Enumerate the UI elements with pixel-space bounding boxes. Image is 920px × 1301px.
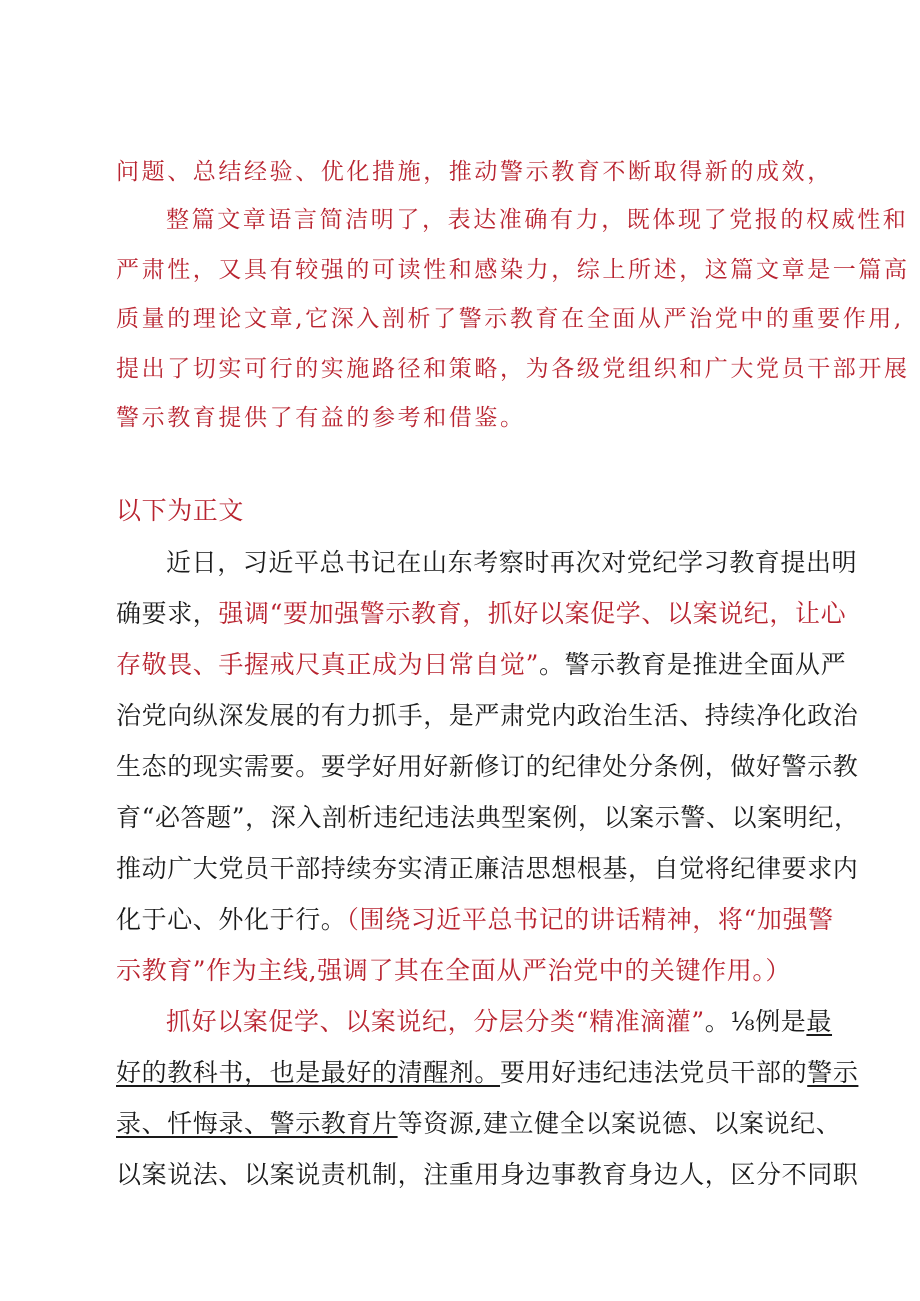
paragraph-1-line-2 (0, 600, 920, 628)
paragraph-1-line-4: 治党向纵深发展的有力抓手，是严肃党内政治生活、持续净化政治 (116, 701, 859, 730)
paragraph-1-line-1: 近日，习近平总书记在山东考察时再次对党纪学习教育提出明 (166, 548, 858, 577)
paragraph-1-line-5: 生态的现实需要。要学好用好新修订的纪律处分条例，做好警示教 (116, 752, 859, 781)
text-segment: 等资源,建立健全以案说德、以案说纪、 (397, 1109, 842, 1138)
underlined-segment: 录、忏悔录、警示教育片 (116, 1109, 398, 1138)
text-segment: 。⅛例是 (704, 1007, 807, 1036)
commentary-line-4: 质量的理论文章,它深入剖析了警示教育在全面从严治党中的重要作用, (116, 306, 904, 332)
paragraph-1-line-8 (0, 906, 920, 934)
paragraph-1-line-3 (0, 651, 920, 679)
commentary-line-2: 整篇文章语言简洁明了，表达准确有力，既体现了党报的权威性和 (166, 207, 909, 233)
commentary-line-6: 警示教育提供了有益的参考和借鉴。 (116, 405, 526, 431)
text-segment: 要用好违纪违法党员干部的 (500, 1058, 808, 1087)
underlined-segment: 好的教科书，也是最好的清醒剂。 (116, 1058, 501, 1087)
paragraph-1-line-9: 示教育”作为主线,强调了其在全面从严治党中的关键作用。） (116, 956, 792, 985)
paragraph-2-line-4: 以案说法、以案说责机制，注重用身边事教育身边人，区分不同职 (116, 1160, 859, 1189)
commentary-line-1: 问题、总结经验、优化措施，推动警示教育不断取得新的成效， (116, 159, 833, 185)
commentary-line-3: 严肃性，又具有较强的可读性和感染力，综上所述，这篇文章是一篇高 (116, 257, 910, 283)
paragraph-2-line-1 (0, 1008, 920, 1036)
annotation-segment: （围绕习近平总书记的讲话精神，将“加强警 (346, 905, 834, 934)
commentary-line-5: 提出了切实可行的实施路径和策略，为各级党组织和广大党员干部开展 (116, 356, 910, 382)
paragraph-2-line-2 (0, 1059, 920, 1087)
section-heading: 以下为正文 (116, 496, 245, 525)
paragraph-1-line-7: 推动广大党员干部持续夯实清正廉洁思想根基，自觉将纪律要求内 (116, 854, 859, 883)
paragraph-2-line-3 (0, 1110, 920, 1138)
quote-segment: 存敬畏、手握戒尺真正成为日常自觉” (116, 650, 539, 679)
subheading-segment: 抓好以案促学、以案说纪，分层分类“精准滴灌” (166, 1007, 705, 1036)
underlined-segment: 最 (806, 1007, 833, 1036)
text-segment: 。警示教育是推进全面从严 (538, 650, 847, 679)
paragraph-1-line-6: 育“必答题”，深入剖析违纪违法典型案例，以案示警、以案明纪， (116, 803, 860, 832)
quote-segment: 强调“要加强警示教育，抓好以案促学、以案说纪，让心 (218, 599, 847, 628)
text-segment: 化于心、外化于行。 (116, 905, 347, 934)
text-segment: 确要求， (116, 599, 219, 628)
underlined-segment: 警示 (807, 1058, 859, 1087)
